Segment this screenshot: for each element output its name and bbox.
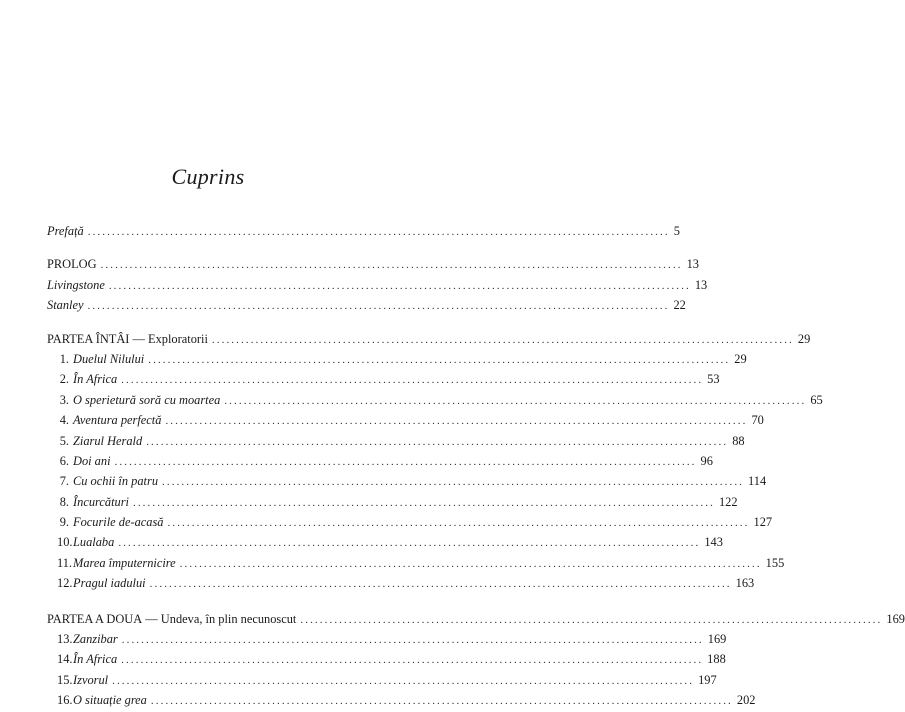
chapter-number: 5. xyxy=(59,433,69,448)
toc-chapter-entry xyxy=(47,649,726,669)
table-of-contents xyxy=(47,221,905,711)
chapter-number: 6. xyxy=(59,453,69,468)
dot-leader: ........................................................................................................................ xyxy=(132,496,715,509)
chapter-title: Ziarul Herald xyxy=(73,433,143,448)
dot-leader: ........................................................................................................................ xyxy=(165,415,748,428)
chapter-number: 10. xyxy=(57,535,73,550)
chapter-title: Zanzibar xyxy=(73,632,118,647)
dot-leader: ........................................................................................................................ xyxy=(224,394,807,407)
chapter-number: 2. xyxy=(59,372,69,387)
dot-leader: ........................................................................................................................ xyxy=(100,259,683,272)
dot-leader: ........................................................................................................................ xyxy=(118,537,701,550)
chapter-title: În Africa xyxy=(73,652,118,667)
toc-chapter-entry xyxy=(47,512,773,532)
chapter-number: 8. xyxy=(59,494,69,509)
chapter-title: Duelul Nilului xyxy=(73,351,145,366)
toc-entry-page: 13 xyxy=(686,257,699,272)
toc-entry-page: 22 xyxy=(673,298,686,313)
toc-entry-part-one xyxy=(47,329,811,349)
toc-chapter-entry xyxy=(47,369,720,389)
chapter-page: 88 xyxy=(732,433,745,448)
dot-leader: ........................................................................................................................ xyxy=(148,353,731,366)
em-dash-separator: — xyxy=(142,611,161,626)
chapter-page: 96 xyxy=(700,453,713,468)
chapter-number: 14. xyxy=(57,652,73,667)
chapter-title: În Africa xyxy=(73,372,118,387)
part-one-chapters xyxy=(47,349,823,594)
toc-entry-preface xyxy=(47,221,680,241)
chapter-page: 70 xyxy=(751,413,764,428)
dot-leader: ........................................................................................................................ xyxy=(211,333,794,346)
dot-leader: ........................................................................................................................ xyxy=(146,435,729,448)
toc-entry-part-two xyxy=(47,609,905,629)
toc-part-label: PARTEA A DOUA xyxy=(47,611,143,626)
toc-chapter-entry xyxy=(47,573,755,593)
chapter-page: 169 xyxy=(707,632,727,647)
chapter-title: Izvorul xyxy=(73,672,109,687)
toc-chapter-entry xyxy=(47,690,756,710)
chapter-page: 122 xyxy=(718,494,738,509)
chapter-title: O situație grea xyxy=(73,693,147,708)
chapter-number: 1. xyxy=(59,351,69,366)
chapter-title: Lualaba xyxy=(73,535,115,550)
toc-entry-prolog xyxy=(47,254,699,274)
chapter-number: 3. xyxy=(59,392,69,407)
chapter-number: 7. xyxy=(59,474,69,489)
dot-leader: ........................................................................................................................ xyxy=(167,517,750,530)
dot-leader: ........................................................................................................................ xyxy=(179,557,762,570)
chapter-page: 114 xyxy=(748,474,767,489)
dot-leader: ........................................................................................................................ xyxy=(300,613,883,626)
chapter-page: 197 xyxy=(698,672,717,687)
chapter-number: 16. xyxy=(57,693,73,708)
dot-leader: ........................................................................................................................ xyxy=(121,654,704,667)
toc-chapter-entry xyxy=(47,670,717,690)
em-dash-separator: — xyxy=(129,331,149,346)
chapter-title: Pragul iadului xyxy=(73,576,146,591)
toc-entry-label: Prefață xyxy=(47,224,84,238)
toc-entry-label: PROLOG xyxy=(47,257,97,272)
chapter-page: 202 xyxy=(736,693,756,708)
toc-chapter-entry xyxy=(47,390,823,410)
chapter-title: O sperietură soră cu moartea xyxy=(73,392,221,407)
chapter-page: 163 xyxy=(735,576,755,591)
chapter-number: 15. xyxy=(57,672,73,687)
chapter-title: Aventura perfectă xyxy=(73,413,162,428)
toc-chapter-entry xyxy=(47,349,747,369)
chapter-title: Focurile de-acasă xyxy=(73,515,164,530)
toc-entry-page: 13 xyxy=(694,277,708,292)
toc-entry-livingstone xyxy=(47,275,708,295)
dot-leader: ........................................................................................................................ xyxy=(87,226,670,238)
toc-chapter-entry xyxy=(47,553,785,573)
chapter-page: 127 xyxy=(753,515,773,530)
toc-entry-page: 29 xyxy=(797,331,811,346)
toc-part-subtitle: Undeva, în plin necunoscut xyxy=(160,611,297,626)
toc-entry-label: Livingstone xyxy=(47,277,105,292)
dot-leader: ........................................................................................................................ xyxy=(149,578,732,591)
toc-chapter-entry xyxy=(47,431,745,451)
dot-leader: ........................................................................................................................ xyxy=(112,674,695,687)
part-two-chapters xyxy=(47,629,756,711)
chapter-title: Doi ani xyxy=(73,453,111,468)
toc-entry-stanley xyxy=(47,295,686,315)
chapter-page: 188 xyxy=(707,652,726,667)
dot-leader: ........................................................................................................................ xyxy=(121,374,704,387)
toc-part-label: PARTEA ÎNTÂI xyxy=(47,331,130,346)
dot-leader: ........................................................................................................................ xyxy=(162,476,745,489)
toc-chapter-entry xyxy=(47,532,723,552)
chapter-number: 11. xyxy=(57,555,73,570)
toc-chapter-entry xyxy=(47,471,767,491)
chapter-page: 155 xyxy=(765,555,785,570)
toc-chapter-entry xyxy=(47,492,738,512)
chapter-number: 4. xyxy=(59,413,69,428)
toc-entry-page: 169 xyxy=(886,611,905,626)
chapter-page: 143 xyxy=(704,535,723,550)
chapter-title: Cu ochii în patru xyxy=(73,474,159,489)
dot-leader: ........................................................................................................................ xyxy=(114,455,697,468)
chapter-number: 9. xyxy=(59,515,69,530)
chapter-title: Marea împuternicire xyxy=(73,555,176,570)
toc-entry-label: Stanley xyxy=(47,298,84,313)
dot-leader: ........................................................................................................................ xyxy=(121,634,704,647)
chapter-page: 65 xyxy=(810,392,823,407)
page-title: Cuprins xyxy=(171,164,245,189)
toc-entry-page: 5 xyxy=(673,224,680,238)
dot-leader: ........................................................................................................................ xyxy=(108,279,691,292)
chapter-page: 53 xyxy=(707,372,720,387)
chapter-page: 29 xyxy=(734,351,747,366)
toc-chapter-entry xyxy=(47,629,727,649)
toc-chapter-entry xyxy=(47,451,713,471)
dot-leader: ........................................................................................................................ xyxy=(87,300,670,313)
dot-leader: ........................................................................................................................ xyxy=(150,695,733,708)
chapter-title: Încurcături xyxy=(73,494,129,509)
chapter-number: 13. xyxy=(57,632,73,647)
chapter-number: 12. xyxy=(57,576,73,591)
toc-part-subtitle: Exploratorii xyxy=(148,331,208,346)
toc-chapter-entry xyxy=(47,410,764,430)
